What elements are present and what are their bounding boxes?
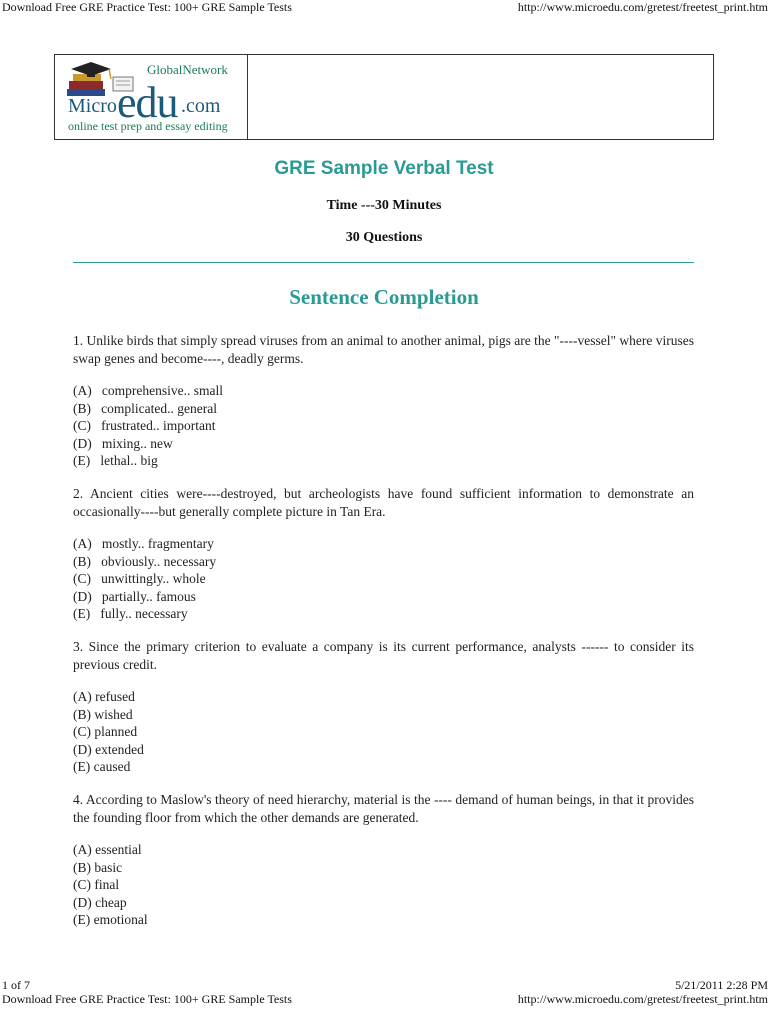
option-e: (E) caused bbox=[73, 759, 131, 775]
logo[interactable] bbox=[55, 55, 248, 139]
option-a: (A) comprehensive.. small bbox=[73, 383, 223, 398]
option-a: (A) refused bbox=[73, 689, 135, 704]
option-b: (B) complicated.. general bbox=[73, 400, 217, 416]
option-c: (C) frustrated.. important bbox=[73, 418, 216, 434]
test-time: Time ---30 Minutes bbox=[326, 198, 442, 213]
option-d: (D) mixing.. new bbox=[73, 435, 173, 451]
print-header-title: Download Free GRE Practice Test: 100+ GRE Sample Tests bbox=[2, 0, 292, 14]
question-4-options bbox=[73, 841, 148, 929]
question-1: 1. Unlike birds that simply spread viruses from an animal to another animal, pigs are the "----vessel" where viruses swap genes and become----, deadly germs. bbox=[73, 333, 694, 366]
test-question-count: 30 Questions bbox=[345, 230, 423, 245]
question-4: 4. According to Maslow's theory of need hierarchy, material is the ---- demand of human beings, in that it provides the founding floor from which the other demands are generated. bbox=[73, 792, 694, 825]
logo-tagline: online test prep and essay editing bbox=[68, 119, 228, 133]
divider bbox=[73, 262, 694, 263]
option-e: (E) lethal.. big bbox=[73, 453, 158, 469]
question-2: 2. Ancient cities were----destroyed, but archeologists have found sufficient information to demonstrate an occasionally----but generally complete picture in Tan Era. bbox=[73, 486, 694, 519]
question-1-options bbox=[73, 382, 223, 470]
option-d: (D) extended bbox=[73, 741, 144, 757]
print-header-url-next: http://www.microedu.com/gretest/freetest_print.htm bbox=[517, 992, 768, 1006]
option-b: (B) obviously.. necessary bbox=[73, 553, 217, 569]
question-3-options bbox=[73, 688, 144, 776]
print-footer-datetime: 5/21/2011 2:28 PM bbox=[675, 978, 768, 992]
option-c: (C) unwittingly.. whole bbox=[73, 571, 206, 587]
print-header-title-next: Download Free GRE Practice Test: 100+ GRE Sample Tests bbox=[2, 992, 292, 1006]
print-header-url: http://www.microedu.com/gretest/freetest_print.htm bbox=[517, 0, 768, 14]
option-a: (A) essential bbox=[73, 842, 142, 857]
question-3: 3. Since the primary criterion to evaluate a company is its current performance, analysts ------ to consider its previous credit. bbox=[73, 639, 694, 672]
option-a: (A) mostly.. fragmentary bbox=[73, 536, 214, 551]
logo-global-network: GlobalNetwork bbox=[147, 62, 228, 77]
page-title: GRE Sample Verbal Test bbox=[274, 158, 494, 179]
logo-dotcom: .com bbox=[181, 95, 221, 117]
logo-edu: edu bbox=[117, 78, 178, 127]
option-c: (C) planned bbox=[73, 724, 138, 740]
option-e: (E) emotional bbox=[73, 912, 148, 928]
option-b: (B) wished bbox=[73, 706, 133, 722]
option-d: (D) cheap bbox=[73, 894, 127, 910]
option-d: (D) partially.. famous bbox=[73, 588, 196, 604]
logo-banner bbox=[54, 54, 714, 140]
print-footer-page: 1 of 7 bbox=[2, 978, 30, 992]
section-title: Sentence Completion bbox=[289, 285, 479, 309]
option-c: (C) final bbox=[73, 877, 120, 893]
logo-micro: Micro bbox=[68, 95, 117, 117]
option-e: (E) fully.. necessary bbox=[73, 606, 188, 622]
option-b: (B) basic bbox=[73, 859, 123, 875]
question-2-options bbox=[73, 535, 216, 623]
